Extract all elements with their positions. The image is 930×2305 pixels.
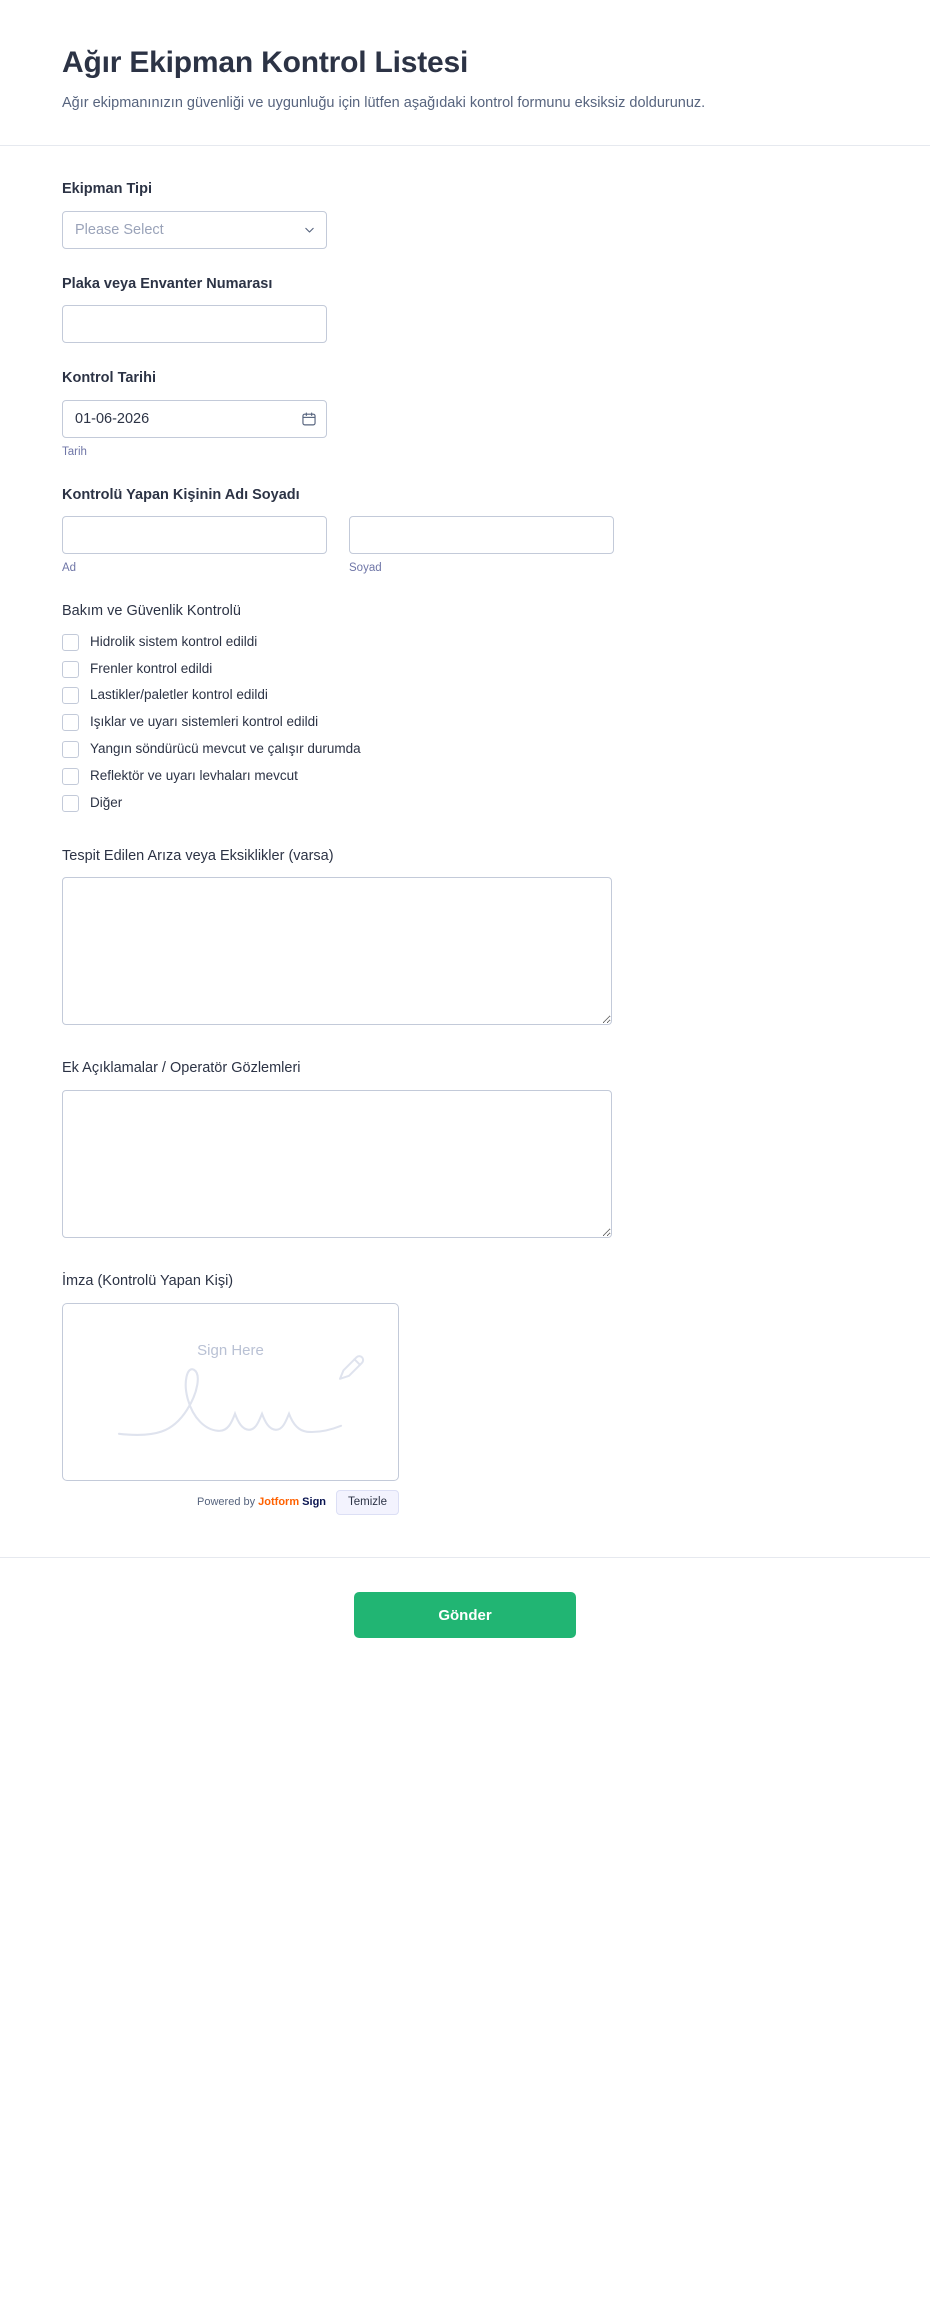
checkbox-label: Lastikler/paletler kontrol edildi xyxy=(90,687,268,703)
checkbox-icon[interactable] xyxy=(62,634,79,651)
equipment-type-select[interactable] xyxy=(62,211,327,249)
last-name-sublabel: Soyad xyxy=(349,562,382,575)
checkbox-icon[interactable] xyxy=(62,741,79,758)
last-name-input[interactable] xyxy=(349,516,614,554)
notes-label: Ek Açıklamalar / Operatör Gözlemleri xyxy=(62,1060,301,1077)
plate-number-input[interactable] xyxy=(62,305,327,343)
signature-label: İmza (Kontrolü Yapan Kişi) xyxy=(62,1273,234,1290)
jotform-brand: Jotform xyxy=(258,1496,300,1509)
faults-textarea[interactable] xyxy=(62,877,612,1025)
field-inspection-date xyxy=(62,369,868,460)
notes-textarea[interactable] xyxy=(62,1090,612,1238)
form-footer xyxy=(0,1557,930,1684)
checkbox-label: Reflektör ve uyarı levhaları mevcut xyxy=(90,768,298,784)
checkbox-icon[interactable] xyxy=(62,795,79,812)
clear-signature-button[interactable]: Temizle xyxy=(336,1490,399,1516)
checkbox-item-4[interactable] xyxy=(62,740,868,759)
equipment-type-label: Ekipman Tipi xyxy=(62,180,152,197)
checkbox-label: Diğer xyxy=(90,795,123,811)
signature-hint: Sign Here xyxy=(197,1341,264,1359)
powered-by-jotform-sign xyxy=(197,1496,326,1508)
checkbox-item-1[interactable] xyxy=(62,660,868,679)
pen-nib-icon xyxy=(333,1351,367,1385)
powered-prefix: Powered by xyxy=(197,1496,259,1509)
form-description: Ağır ekipmanınızın güvenliği ve uygunluğu için lütfen aşağıdaki kontrol formunu eksiksiz doldurunuz. xyxy=(62,94,706,111)
plate-number-label: Plaka veya Envanter Numarası xyxy=(62,275,273,292)
page-title: Ağır Ekipman Kontrol Listesi xyxy=(62,46,469,79)
signature-squiggle xyxy=(101,1345,361,1455)
checkbox-item-0[interactable] xyxy=(62,633,868,652)
first-name-sublabel: Ad xyxy=(62,562,77,575)
inspection-date-input[interactable] xyxy=(62,400,327,438)
inspection-date-label: Kontrol Tarihi xyxy=(62,370,156,387)
checkbox-icon[interactable] xyxy=(62,714,79,731)
first-name-col xyxy=(62,516,327,576)
field-equipment-type xyxy=(62,180,868,249)
maintenance-checks-list xyxy=(62,633,868,813)
field-faults xyxy=(62,847,868,1026)
field-signature xyxy=(62,1272,868,1515)
form-body xyxy=(0,146,930,1515)
inspection-date-sublabel: Tarih xyxy=(62,445,87,458)
field-notes xyxy=(62,1059,868,1238)
inspector-name-row xyxy=(62,516,868,576)
inspection-date-wrap xyxy=(62,400,327,438)
last-name-col xyxy=(349,516,614,576)
jotform-sign-product: Sign xyxy=(299,1496,327,1509)
checkbox-item-5[interactable] xyxy=(62,767,868,786)
first-name-input[interactable] xyxy=(62,516,327,554)
signature-placeholder-art xyxy=(63,1345,398,1455)
field-plate-number xyxy=(62,275,868,344)
checkbox-icon[interactable] xyxy=(62,768,79,785)
calendar-icon[interactable] xyxy=(301,411,317,427)
signature-footer xyxy=(62,1490,399,1516)
checkbox-icon[interactable] xyxy=(62,661,79,678)
signature-pad[interactable] xyxy=(62,1303,399,1481)
field-maintenance-checks xyxy=(62,602,868,813)
field-inspector-name xyxy=(62,486,868,577)
form-header xyxy=(0,0,930,146)
faults-label: Tespit Edilen Arıza veya Eksiklikler (varsa) xyxy=(62,847,334,864)
checkbox-item-3[interactable] xyxy=(62,713,868,732)
checkbox-label: Frenler kontrol edildi xyxy=(90,660,213,676)
submit-button[interactable]: Gönder xyxy=(354,1592,576,1638)
checkbox-item-6[interactable] xyxy=(62,794,868,813)
checkbox-label: Işıklar ve uyarı sistemleri kontrol edildi xyxy=(90,714,319,730)
checkbox-label: Yangın söndürücü mevcut ve çalışır durumda xyxy=(90,741,361,757)
checkbox-item-2[interactable] xyxy=(62,686,868,705)
maintenance-checks-label: Bakım ve Güvenlik Kontrolü xyxy=(62,603,241,620)
checkbox-label: Hidrolik sistem kontrol edildi xyxy=(90,633,258,649)
checkbox-icon[interactable] xyxy=(62,687,79,704)
inspector-name-label: Kontrolü Yapan Kişinin Adı Soyadı xyxy=(62,486,300,503)
equipment-type-select-wrap xyxy=(62,211,327,249)
equipment-type-selected-value: Please Select xyxy=(75,221,164,238)
